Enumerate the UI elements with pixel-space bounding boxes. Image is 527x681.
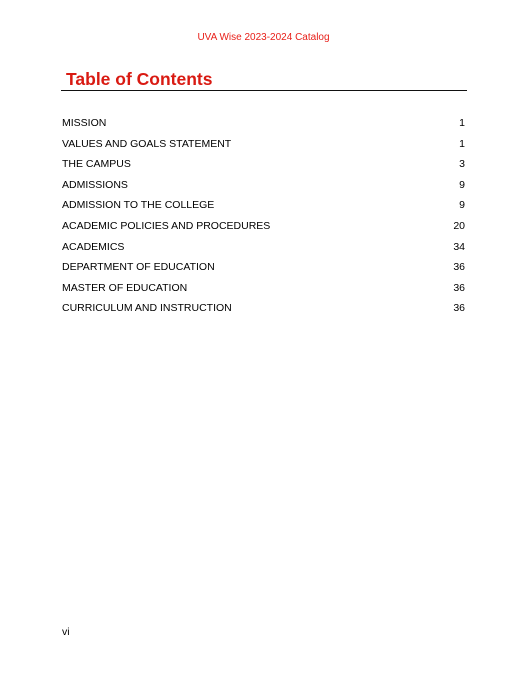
toc-entry-label: MASTER OF EDUCATION xyxy=(62,281,188,294)
toc-entry-page: 3 xyxy=(459,158,465,171)
toc-entry-page: 36 xyxy=(453,261,465,274)
toc-entry-label: DEPARTMENT OF EDUCATION xyxy=(62,261,215,274)
toc-entry-label: ACADEMICS xyxy=(62,240,125,253)
toc-entry-label: ADMISSION TO THE COLLEGE xyxy=(62,199,215,212)
toc-row-department-of-education[interactable] xyxy=(62,260,465,281)
toc-entry-label: ADMISSIONS xyxy=(62,178,128,191)
page-number: vi xyxy=(62,626,70,638)
toc-entry-page: 1 xyxy=(459,117,465,129)
toc-entry-page: 9 xyxy=(459,178,465,191)
toc-entry-page: 9 xyxy=(459,199,465,212)
toc-entry-page: 34 xyxy=(453,240,465,253)
toc-row-admission-to-college[interactable] xyxy=(62,198,465,219)
toc-row-values-and-goals[interactable] xyxy=(62,137,465,158)
toc-entry-page: 36 xyxy=(453,281,465,294)
toc-entry-page: 1 xyxy=(459,137,465,150)
toc-list xyxy=(62,116,465,322)
toc-row-master-of-education[interactable] xyxy=(62,281,465,302)
toc-row-curriculum-and-instruction[interactable] xyxy=(62,301,465,322)
toc-row-the-campus[interactable] xyxy=(62,157,465,178)
toc-row-academic-policies[interactable] xyxy=(62,219,465,240)
toc-entry-label: VALUES AND GOALS STATEMENT xyxy=(62,137,232,150)
title-rule xyxy=(61,90,467,91)
toc-entry-label: MISSION xyxy=(62,117,107,129)
toc-entry-label: ACADEMIC POLICIES AND PROCEDURES xyxy=(62,219,271,232)
toc-row-admissions[interactable] xyxy=(62,178,465,199)
toc-entry-label: CURRICULUM AND INSTRUCTION xyxy=(62,302,232,315)
running-header: UVA Wise 2023-2024 Catalog xyxy=(197,32,330,43)
toc-entry-label: THE CAMPUS xyxy=(62,158,131,171)
toc-entry-page: 20 xyxy=(453,219,465,232)
toc-row-academics[interactable] xyxy=(62,240,465,261)
toc-row-mission[interactable] xyxy=(62,116,465,137)
toc-title: Table of Contents xyxy=(66,69,213,89)
toc-entry-page: 36 xyxy=(453,302,465,315)
